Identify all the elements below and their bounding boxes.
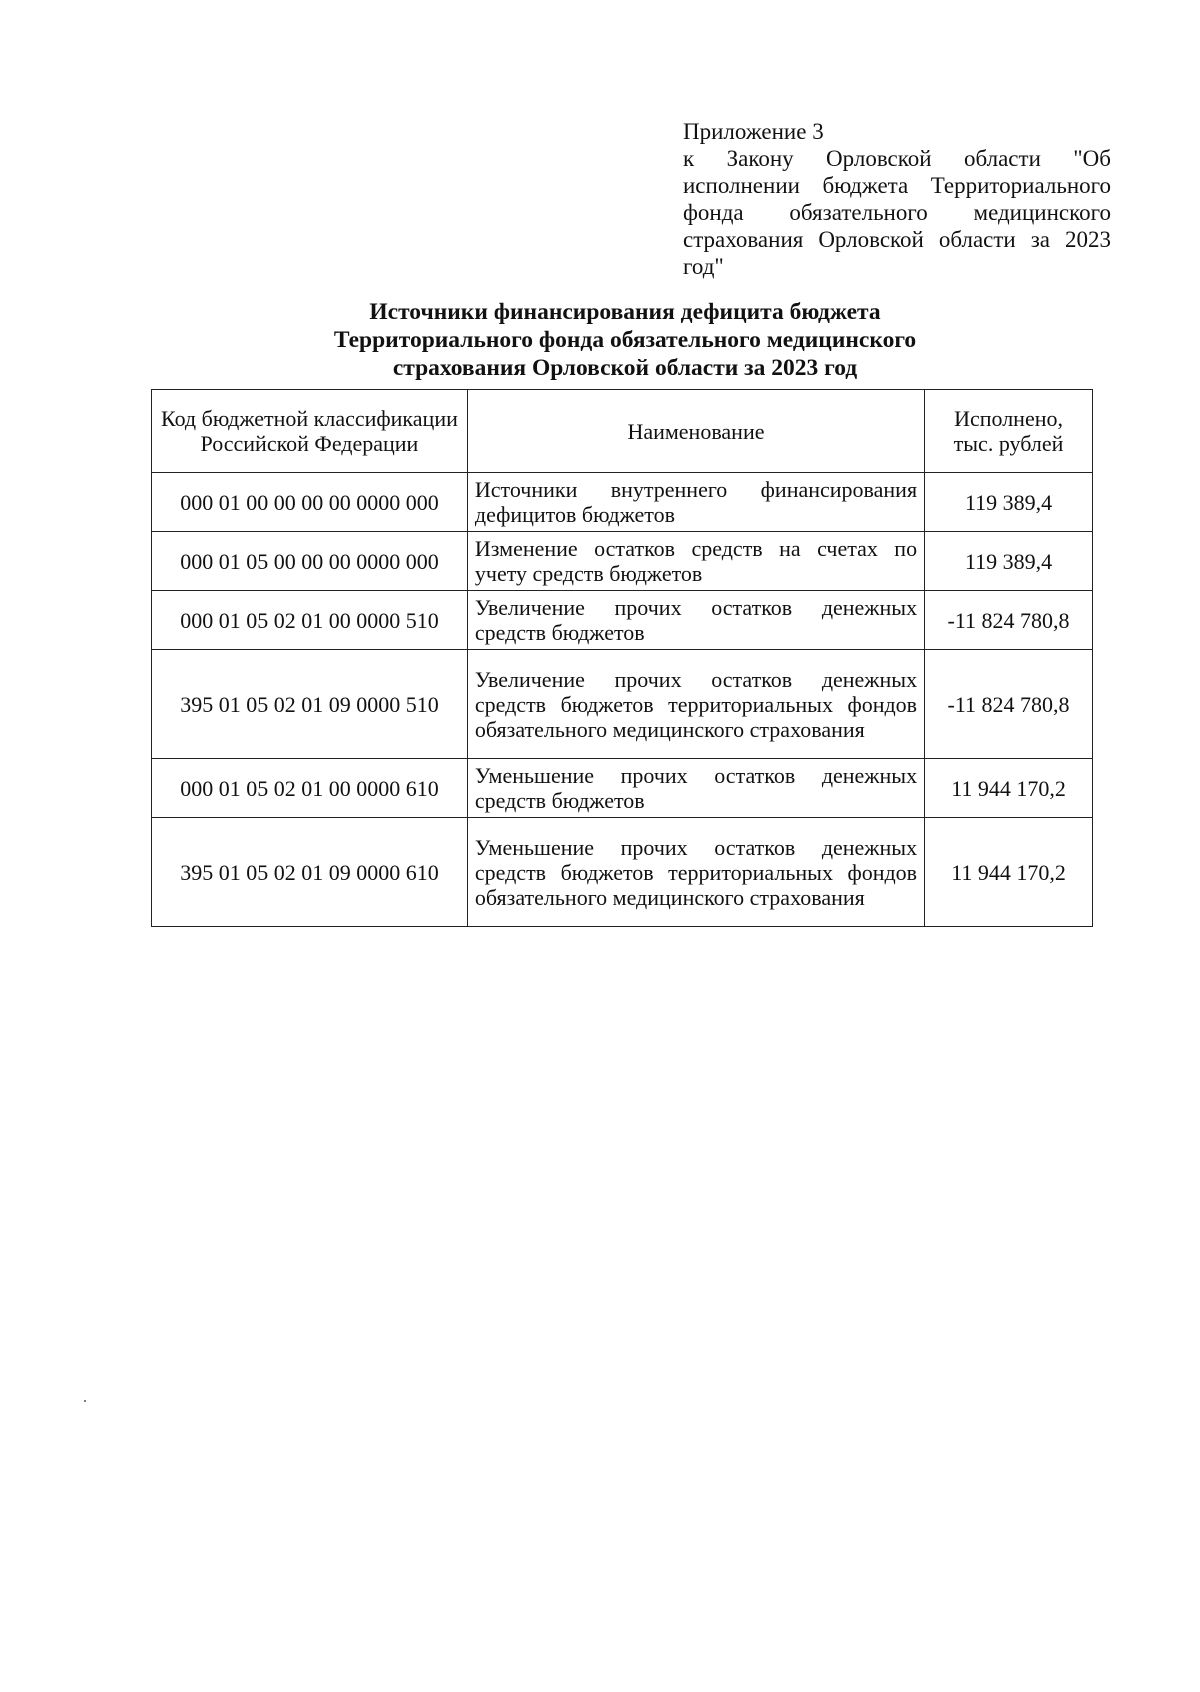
row-amount: 119 389,4	[925, 473, 1093, 532]
row-code: 000 01 05 02 01 00 0000 510	[152, 591, 468, 650]
table-row	[152, 759, 1093, 818]
row-name: Изменение остатков средств на счетах по учету средств бюджетов	[467, 532, 924, 591]
header-amount: Исполнено, тыс. рублей	[925, 390, 1093, 473]
row-amount: -11 824 780,8	[925, 591, 1093, 650]
appendix-header	[683, 118, 1111, 280]
row-name: Уменьшение прочих остатков денежных средств бюджетов	[467, 759, 924, 818]
table-row	[152, 591, 1093, 650]
scan-speck	[84, 1400, 86, 1402]
title-line-2: Территориального фонда обязательного медицинского	[333, 327, 917, 353]
row-amount: 11 944 170,2	[925, 818, 1093, 927]
row-amount: 11 944 170,2	[925, 759, 1093, 818]
row-name: Увеличение прочих остатков денежных средств бюджетов территориальных фондов обязательного медицинского страхования	[467, 650, 924, 759]
row-code: 395 01 05 02 01 09 0000 510	[152, 650, 468, 759]
table-row	[152, 473, 1093, 532]
table-row	[152, 650, 1093, 759]
header-name: Наименование	[467, 390, 924, 473]
row-amount: -11 824 780,8	[925, 650, 1093, 759]
title-line-3: страхования Орловской области за 2023 год	[392, 355, 858, 381]
row-code: 395 01 05 02 01 09 0000 610	[152, 818, 468, 927]
row-code: 000 01 05 00 00 00 0000 000	[152, 532, 468, 591]
row-name: Источники внутреннего финансирования дефицитов бюджетов	[467, 473, 924, 532]
appendix-law-reference: к Закону Орловской области "Об исполнении бюджета Территориального фонда обязательного медицинского страхования Орловской области за 2023 год"	[683, 146, 1111, 279]
financing-sources-table	[151, 389, 1093, 927]
row-name: Уменьшение прочих остатков денежных средств бюджетов территориальных фондов обязательного медицинского страхования	[467, 818, 924, 927]
row-name: Увеличение прочих остатков денежных средств бюджетов	[467, 591, 924, 650]
row-amount: 119 389,4	[925, 532, 1093, 591]
table-row	[152, 818, 1093, 927]
header-code: Код бюджетной классификации Российской Федерации	[152, 390, 468, 473]
document-title	[240, 298, 1010, 382]
row-code: 000 01 05 02 01 00 0000 610	[152, 759, 468, 818]
title-line-1: Источники финансирования дефицита бюджета	[369, 299, 881, 325]
table-row	[152, 532, 1093, 591]
row-code: 000 01 00 00 00 00 0000 000	[152, 473, 468, 532]
table-header-row	[152, 390, 1093, 473]
appendix-number: Приложение 3	[683, 119, 824, 144]
